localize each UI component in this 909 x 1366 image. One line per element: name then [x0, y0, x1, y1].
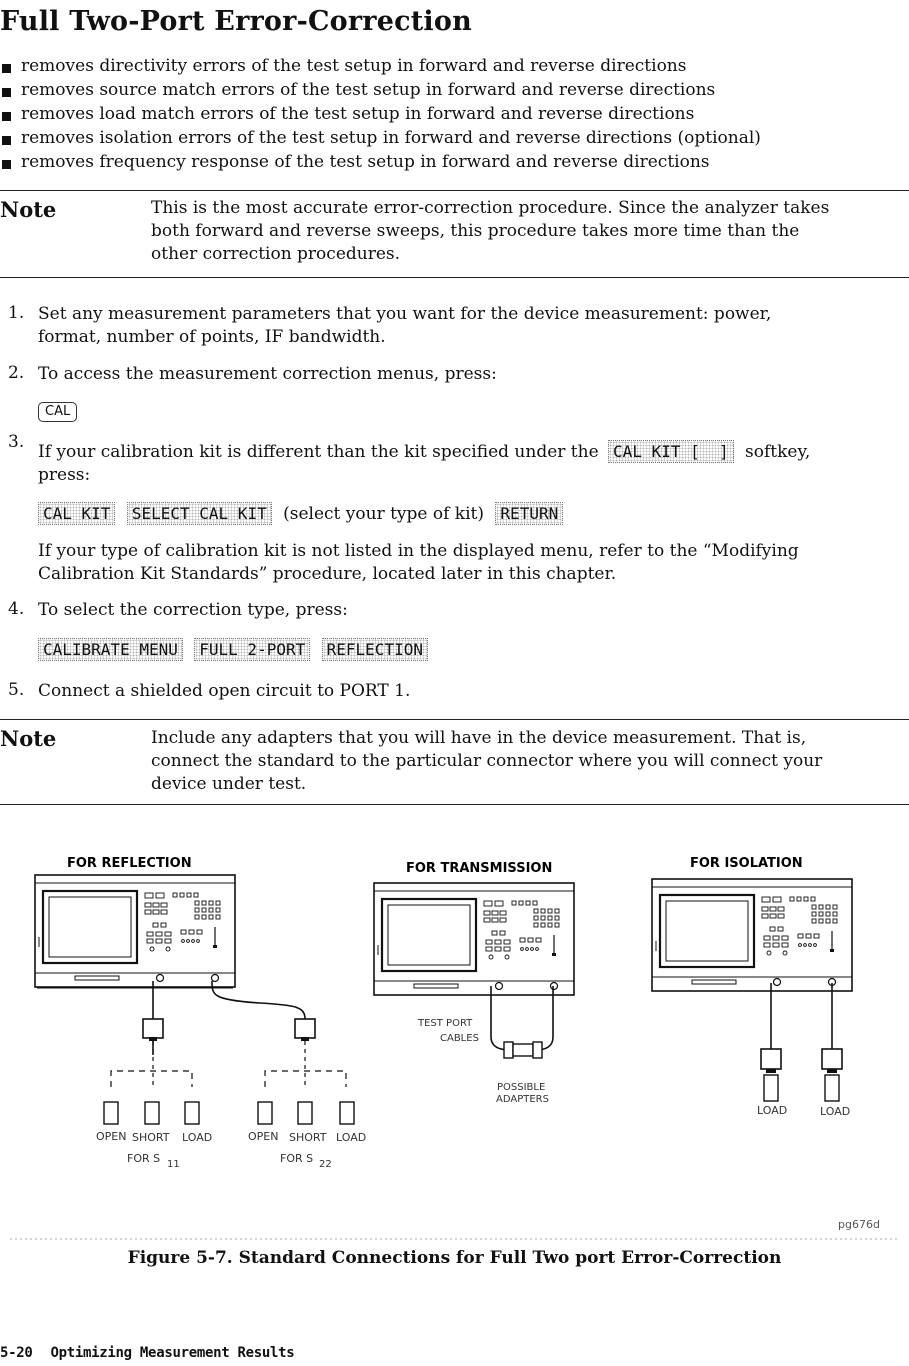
panel-title: FOR REFLECTION	[67, 856, 192, 871]
label-load: LOAD	[336, 1131, 367, 1144]
step-text: Connect a shielded open circuit to PORT 1.	[38, 681, 411, 701]
divider	[0, 804, 909, 805]
label-for-s: FOR S	[280, 1152, 314, 1165]
figure-caption: Figure 5-7. Standard Connections for Full Two port Error-Correction	[127, 1248, 782, 1268]
step-text	[38, 440, 898, 487]
step-number: 1.	[8, 303, 25, 323]
feature-list	[0, 54, 761, 174]
page-footer	[0, 1345, 312, 1361]
note-line: This is the most accurate error-correction procedure. Since the analyzer takes	[151, 198, 830, 218]
note-line: device under test.	[151, 774, 307, 794]
step-number: 5.	[8, 680, 25, 700]
step-text: To access the measurement correction menus, press:	[38, 364, 497, 384]
reflection-softkey[interactable]: REFLECTION	[322, 638, 428, 661]
list-item: removes isolation errors of the test setup in forward and reverse directions (optional)	[0, 126, 761, 150]
note-line: other correction procedures.	[151, 244, 401, 264]
cal-kit-softkey[interactable]: CAL KIT	[38, 502, 115, 525]
label-load: LOAD	[182, 1131, 213, 1144]
divider	[0, 190, 909, 191]
softkey-row	[38, 638, 434, 661]
softkey-row	[38, 502, 569, 525]
step-line	[38, 440, 898, 464]
note-line: connect the standard to the particular connector where you will connect your	[151, 751, 823, 771]
note-text	[151, 197, 901, 266]
panel-title: FOR TRANSMISSION	[406, 861, 553, 876]
divider	[0, 277, 909, 278]
step-number: 2.	[8, 363, 25, 383]
step-line: Set any measurement parameters that you want for the device measurement: power,	[38, 304, 772, 324]
section-title: Optimizing Measurement Results	[50, 1345, 295, 1361]
label-cables: CABLES	[440, 1033, 479, 1044]
step-paragraph	[38, 540, 898, 586]
cal-hardkey[interactable]: CAL	[38, 402, 77, 422]
label-test-port: TEST PORT	[418, 1018, 473, 1029]
label-open: OPEN	[96, 1130, 127, 1143]
cal-kit-softkey[interactable]: CAL KIT [ ]	[608, 440, 734, 463]
label-open: OPEN	[248, 1130, 279, 1143]
figure-code: pg676d	[838, 1218, 880, 1231]
label-possible: POSSIBLE	[497, 1082, 546, 1093]
list-item: removes load match errors of the test setup in forward and reverse directions	[0, 102, 761, 126]
note-text	[151, 727, 901, 796]
label-short: SHORT	[289, 1131, 327, 1144]
list-item: removes directivity errors of the test setup in forward and reverse directions	[0, 54, 761, 78]
step-number: 3.	[8, 432, 25, 452]
return-softkey[interactable]: RETURN	[495, 502, 563, 525]
softkey-note: (select your type of kit)	[283, 504, 485, 524]
hardkey-row	[38, 400, 77, 422]
step-text: To select the correction type, press:	[38, 600, 348, 620]
figure-drawing	[0, 815, 909, 1245]
label-for-s: FOR S	[127, 1152, 161, 1165]
list-item: removes source match errors of the test setup in forward and reverse directions	[0, 78, 761, 102]
note-line: Include any adapters that you will have in the device measurement. That is,	[151, 728, 807, 748]
label-load: LOAD	[757, 1104, 788, 1117]
label-s22: 22	[319, 1159, 332, 1170]
step-line: format, number of points, IF bandwidth.	[38, 327, 386, 347]
calibrate-menu-softkey[interactable]: CALIBRATE MENU	[38, 638, 183, 661]
label-s11: 11	[167, 1159, 180, 1170]
full-2-port-softkey[interactable]: FULL 2-PORT	[194, 638, 310, 661]
step-number: 4.	[8, 599, 25, 619]
step-line: Calibration Kit Standards” procedure, located later in this chapter.	[38, 564, 617, 584]
note-line: both forward and reverse sweeps, this procedure takes more time than the	[151, 221, 800, 241]
list-item: removes frequency response of the test setup in forward and reverse directions	[0, 150, 761, 174]
select-cal-kit-softkey[interactable]: SELECT CAL KIT	[127, 502, 272, 525]
panel-title: FOR ISOLATION	[690, 856, 803, 871]
divider	[0, 719, 909, 720]
connection-figure	[0, 815, 909, 1245]
label-load: LOAD	[820, 1105, 851, 1118]
page-title: Full Two-Port Error-Correction	[0, 6, 472, 37]
step-text-pre: If your calibration kit is different than the kit specified under the	[38, 442, 599, 462]
note-label: Note	[0, 726, 57, 751]
step-line: press:	[38, 465, 91, 485]
label-short: SHORT	[132, 1131, 170, 1144]
step-line: If your type of calibration kit is not listed in the displayed menu, refer to the “Modifying	[38, 541, 799, 561]
label-adapters: ADAPTERS	[496, 1094, 549, 1105]
step-text	[38, 303, 898, 349]
note-label: Note	[0, 197, 57, 222]
page-number: 5-20	[0, 1345, 33, 1361]
step-text-post: softkey,	[745, 442, 811, 462]
